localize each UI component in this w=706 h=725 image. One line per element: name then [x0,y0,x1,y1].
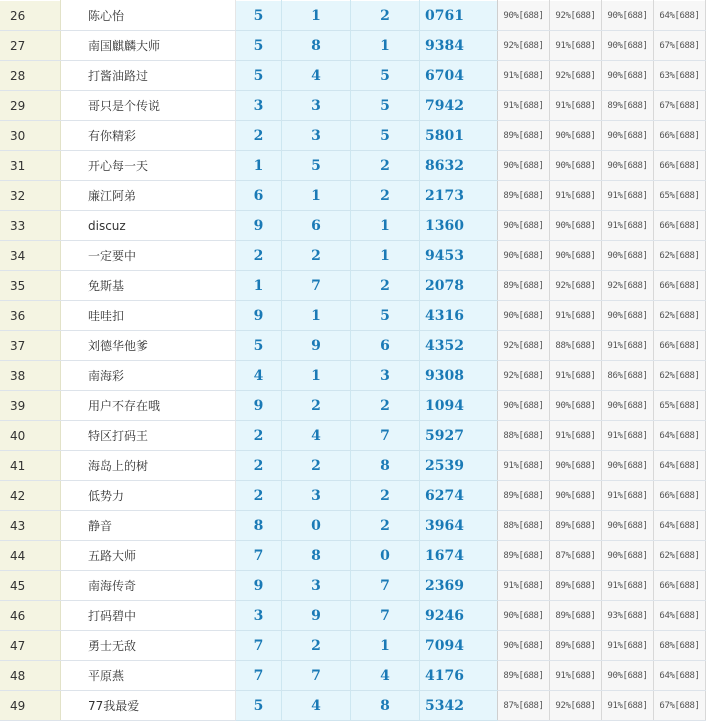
digit-cell-3: 1 [351,631,420,661]
digit-cell-2: 2 [282,631,351,661]
rank-cell: 31 [0,151,61,181]
rank-cell: 39 [0,391,61,421]
digit-cell-2: 3 [282,121,351,151]
rate-cell-1: 90%[688] [498,151,550,181]
code-cell: 2539 [420,451,498,481]
code-cell: 0761 [420,1,498,31]
username-cell: 勇士无敌 [61,631,236,661]
table-row [0,421,706,451]
rank-cell: 36 [0,301,61,331]
table-row [0,61,706,91]
table-row [0,511,706,541]
table-row [0,271,706,301]
rank-cell: 46 [0,601,61,631]
rank-cell: 43 [0,511,61,541]
rate-cell-1: 90%[688] [498,1,550,31]
table-row [0,601,706,631]
digit-cell-1: 1 [236,271,282,301]
digit-cell-2: 4 [282,421,351,451]
code-cell: 6274 [420,481,498,511]
username-cell: 南海传奇 [61,571,236,601]
rate-cell-4: 64%[688] [654,601,706,631]
rate-cell-1: 90%[688] [498,601,550,631]
rate-cell-3: 90%[688] [602,241,654,271]
rank-cell: 45 [0,571,61,601]
username-cell: 静音 [61,511,236,541]
username-cell: 廉江阿弟 [61,181,236,211]
rate-cell-2: 90%[688] [550,151,602,181]
username-cell: discuz [61,211,236,241]
digit-cell-3: 2 [351,151,420,181]
rank-cell: 34 [0,241,61,271]
digit-cell-3: 1 [351,211,420,241]
code-cell: 9246 [420,601,498,631]
code-cell: 4352 [420,331,498,361]
table-row [0,481,706,511]
rate-cell-3: 90%[688] [602,451,654,481]
rate-cell-2: 91%[688] [550,421,602,451]
table-row [0,661,706,691]
table-row [0,391,706,421]
rate-cell-3: 92%[688] [602,271,654,301]
digit-cell-2: 4 [282,691,351,721]
rate-cell-4: 66%[688] [654,331,706,361]
rate-cell-4: 68%[688] [654,631,706,661]
digit-cell-1: 6 [236,181,282,211]
table-row [0,151,706,181]
rate-cell-4: 62%[688] [654,541,706,571]
digit-cell-2: 7 [282,271,351,301]
code-cell: 7094 [420,631,498,661]
digit-cell-2: 1 [282,1,351,31]
rate-cell-2: 90%[688] [550,391,602,421]
rate-cell-2: 91%[688] [550,301,602,331]
code-cell: 2078 [420,271,498,301]
rate-cell-3: 91%[688] [602,481,654,511]
code-cell: 7942 [420,91,498,121]
rate-cell-4: 67%[688] [654,91,706,121]
rate-cell-1: 89%[688] [498,181,550,211]
rank-cell: 30 [0,121,61,151]
digit-cell-3: 2 [351,181,420,211]
digit-cell-2: 2 [282,391,351,421]
digit-cell-1: 1 [236,151,282,181]
rate-cell-1: 92%[688] [498,331,550,361]
username-cell: 平原燕 [61,661,236,691]
digit-cell-3: 2 [351,481,420,511]
rank-cell: 32 [0,181,61,211]
digit-cell-1: 9 [236,301,282,331]
rate-cell-2: 90%[688] [550,481,602,511]
digit-cell-1: 3 [236,601,282,631]
digit-cell-3: 2 [351,391,420,421]
rate-cell-3: 86%[688] [602,361,654,391]
digit-cell-2: 1 [282,361,351,391]
rate-cell-1: 87%[688] [498,691,550,721]
rate-cell-3: 91%[688] [602,421,654,451]
code-cell: 3964 [420,511,498,541]
digit-cell-2: 8 [282,541,351,571]
rate-cell-1: 90%[688] [498,301,550,331]
username-cell: 打酱油路过 [61,61,236,91]
code-cell: 9384 [420,31,498,61]
digit-cell-1: 2 [236,481,282,511]
rate-cell-2: 91%[688] [550,661,602,691]
rank-cell: 28 [0,61,61,91]
rate-cell-3: 90%[688] [602,61,654,91]
digit-cell-3: 1 [351,241,420,271]
username-cell: 刘德华他爹 [61,331,236,361]
rate-cell-3: 91%[688] [602,631,654,661]
digit-cell-2: 0 [282,511,351,541]
digit-cell-3: 2 [351,1,420,31]
table-row [0,631,706,661]
rate-cell-1: 91%[688] [498,571,550,601]
rate-cell-3: 90%[688] [602,511,654,541]
rate-cell-3: 90%[688] [602,151,654,181]
rate-cell-3: 91%[688] [602,331,654,361]
digit-cell-2: 3 [282,571,351,601]
rate-cell-1: 90%[688] [498,241,550,271]
rate-cell-1: 91%[688] [498,91,550,121]
code-cell: 1360 [420,211,498,241]
rate-cell-4: 64%[688] [654,661,706,691]
digit-cell-1: 4 [236,361,282,391]
table-row [0,451,706,481]
rate-cell-3: 90%[688] [602,121,654,151]
digit-cell-1: 7 [236,631,282,661]
rate-cell-2: 89%[688] [550,601,602,631]
rate-cell-1: 89%[688] [498,541,550,571]
rate-cell-2: 88%[688] [550,331,602,361]
digit-cell-2: 9 [282,331,351,361]
rank-cell: 42 [0,481,61,511]
code-cell: 4316 [420,301,498,331]
rank-cell: 27 [0,31,61,61]
rank-cell: 44 [0,541,61,571]
rate-cell-4: 66%[688] [654,271,706,301]
username-cell: 陈心怡 [61,1,236,31]
digit-cell-2: 2 [282,451,351,481]
rank-cell: 48 [0,661,61,691]
digit-cell-3: 7 [351,601,420,631]
rate-cell-4: 67%[688] [654,31,706,61]
digit-cell-1: 7 [236,541,282,571]
rate-cell-4: 66%[688] [654,481,706,511]
digit-cell-1: 9 [236,211,282,241]
rate-cell-4: 63%[688] [654,61,706,91]
digit-cell-1: 5 [236,1,282,31]
digit-cell-1: 5 [236,31,282,61]
digit-cell-3: 2 [351,271,420,301]
digit-cell-1: 7 [236,661,282,691]
username-cell: 免斯基 [61,271,236,301]
digit-cell-3: 7 [351,421,420,451]
digit-cell-2: 1 [282,181,351,211]
code-cell: 6704 [420,61,498,91]
rank-cell: 29 [0,91,61,121]
rate-cell-3: 89%[688] [602,91,654,121]
table-row [0,691,706,721]
digit-cell-3: 6 [351,331,420,361]
digit-cell-1: 2 [236,121,282,151]
code-cell: 2173 [420,181,498,211]
rate-cell-4: 62%[688] [654,301,706,331]
digit-cell-2: 4 [282,61,351,91]
rank-cell: 49 [0,691,61,721]
digit-cell-1: 8 [236,511,282,541]
rate-cell-1: 90%[688] [498,391,550,421]
digit-cell-2: 3 [282,481,351,511]
username-cell: 特区打码王 [61,421,236,451]
rank-cell: 41 [0,451,61,481]
username-cell: 一定要中 [61,241,236,271]
digit-cell-2: 9 [282,601,351,631]
rate-cell-3: 91%[688] [602,571,654,601]
digit-cell-3: 3 [351,361,420,391]
digit-cell-2: 1 [282,301,351,331]
rate-cell-3: 90%[688] [602,541,654,571]
rate-cell-1: 90%[688] [498,631,550,661]
rate-cell-4: 66%[688] [654,121,706,151]
rate-cell-3: 91%[688] [602,181,654,211]
table-row [0,241,706,271]
username-cell: 低势力 [61,481,236,511]
digit-cell-3: 2 [351,511,420,541]
rate-cell-1: 91%[688] [498,451,550,481]
username-cell: 哥只是个传说 [61,91,236,121]
rate-cell-2: 87%[688] [550,541,602,571]
username-cell: 有你精彩 [61,121,236,151]
rate-cell-4: 64%[688] [654,511,706,541]
code-cell: 9453 [420,241,498,271]
rank-cell: 40 [0,421,61,451]
code-cell: 4176 [420,661,498,691]
rate-cell-2: 89%[688] [550,571,602,601]
code-cell: 8632 [420,151,498,181]
rate-cell-1: 88%[688] [498,511,550,541]
code-cell: 2369 [420,571,498,601]
digit-cell-2: 5 [282,151,351,181]
table-row [0,1,706,31]
rate-cell-4: 64%[688] [654,421,706,451]
rank-cell: 35 [0,271,61,301]
rate-cell-2: 89%[688] [550,511,602,541]
digit-cell-1: 2 [236,241,282,271]
rate-cell-4: 66%[688] [654,211,706,241]
digit-cell-1: 9 [236,391,282,421]
rate-cell-3: 90%[688] [602,391,654,421]
rank-cell: 37 [0,331,61,361]
rank-cell: 47 [0,631,61,661]
digit-cell-1: 2 [236,421,282,451]
table-row [0,361,706,391]
rate-cell-4: 62%[688] [654,241,706,271]
rate-cell-1: 89%[688] [498,661,550,691]
rank-cell: 26 [0,1,61,31]
rate-cell-4: 64%[688] [654,1,706,31]
table-row [0,301,706,331]
rate-cell-4: 66%[688] [654,571,706,601]
username-cell: 哇哇扣 [61,301,236,331]
rate-cell-1: 88%[688] [498,421,550,451]
rate-cell-1: 89%[688] [498,121,550,151]
digit-cell-3: 7 [351,571,420,601]
digit-cell-3: 5 [351,91,420,121]
digit-cell-3: 8 [351,451,420,481]
rate-cell-1: 90%[688] [498,211,550,241]
digit-cell-1: 2 [236,451,282,481]
username-cell: 开心每一天 [61,151,236,181]
rate-cell-1: 91%[688] [498,61,550,91]
code-cell: 5927 [420,421,498,451]
rate-cell-2: 92%[688] [550,1,602,31]
table-row [0,211,706,241]
digit-cell-2: 2 [282,241,351,271]
rate-cell-1: 92%[688] [498,31,550,61]
rate-cell-3: 93%[688] [602,601,654,631]
rate-cell-2: 92%[688] [550,271,602,301]
rate-cell-3: 91%[688] [602,211,654,241]
rate-cell-2: 92%[688] [550,691,602,721]
digit-cell-3: 0 [351,541,420,571]
table-row [0,181,706,211]
rate-cell-2: 91%[688] [550,31,602,61]
username-cell: 南国麒麟大师 [61,31,236,61]
rate-cell-3: 90%[688] [602,661,654,691]
rate-cell-4: 67%[688] [654,691,706,721]
digit-cell-1: 5 [236,61,282,91]
rate-cell-2: 92%[688] [550,61,602,91]
rate-cell-2: 91%[688] [550,181,602,211]
rate-cell-2: 90%[688] [550,211,602,241]
rank-cell: 33 [0,211,61,241]
rate-cell-2: 90%[688] [550,241,602,271]
username-cell: 五路大师 [61,541,236,571]
table-row [0,121,706,151]
rate-cell-2: 89%[688] [550,631,602,661]
code-cell: 1094 [420,391,498,421]
rate-cell-4: 64%[688] [654,451,706,481]
digit-cell-3: 1 [351,31,420,61]
rate-cell-2: 91%[688] [550,361,602,391]
ranking-table-body [0,1,706,721]
digit-cell-2: 3 [282,91,351,121]
rate-cell-3: 90%[688] [602,1,654,31]
rate-cell-2: 90%[688] [550,121,602,151]
username-cell: 用户不存在哦 [61,391,236,421]
rate-cell-4: 62%[688] [654,361,706,391]
rate-cell-4: 65%[688] [654,391,706,421]
table-row [0,91,706,121]
rate-cell-3: 90%[688] [602,31,654,61]
rate-cell-3: 91%[688] [602,691,654,721]
username-cell: 77我最爱 [61,691,236,721]
username-cell: 海岛上的树 [61,451,236,481]
rank-cell: 38 [0,361,61,391]
rate-cell-4: 66%[688] [654,151,706,181]
rate-cell-3: 90%[688] [602,301,654,331]
digit-cell-3: 5 [351,121,420,151]
rate-cell-2: 90%[688] [550,451,602,481]
digit-cell-1: 3 [236,91,282,121]
table-row [0,571,706,601]
digit-cell-2: 6 [282,211,351,241]
code-cell: 9308 [420,361,498,391]
table-row [0,31,706,61]
rate-cell-1: 89%[688] [498,481,550,511]
rate-cell-1: 89%[688] [498,271,550,301]
code-cell: 5342 [420,691,498,721]
code-cell: 5801 [420,121,498,151]
digit-cell-2: 8 [282,31,351,61]
digit-cell-1: 5 [236,691,282,721]
digit-cell-1: 9 [236,571,282,601]
digit-cell-3: 8 [351,691,420,721]
digit-cell-3: 5 [351,61,420,91]
digit-cell-3: 4 [351,661,420,691]
code-cell: 1674 [420,541,498,571]
table-row [0,331,706,361]
rate-cell-2: 91%[688] [550,91,602,121]
digit-cell-1: 5 [236,331,282,361]
digit-cell-2: 7 [282,661,351,691]
table-row [0,541,706,571]
digit-cell-3: 5 [351,301,420,331]
rate-cell-4: 65%[688] [654,181,706,211]
username-cell: 打码碧中 [61,601,236,631]
rate-cell-1: 92%[688] [498,361,550,391]
username-cell: 南海彩 [61,361,236,391]
